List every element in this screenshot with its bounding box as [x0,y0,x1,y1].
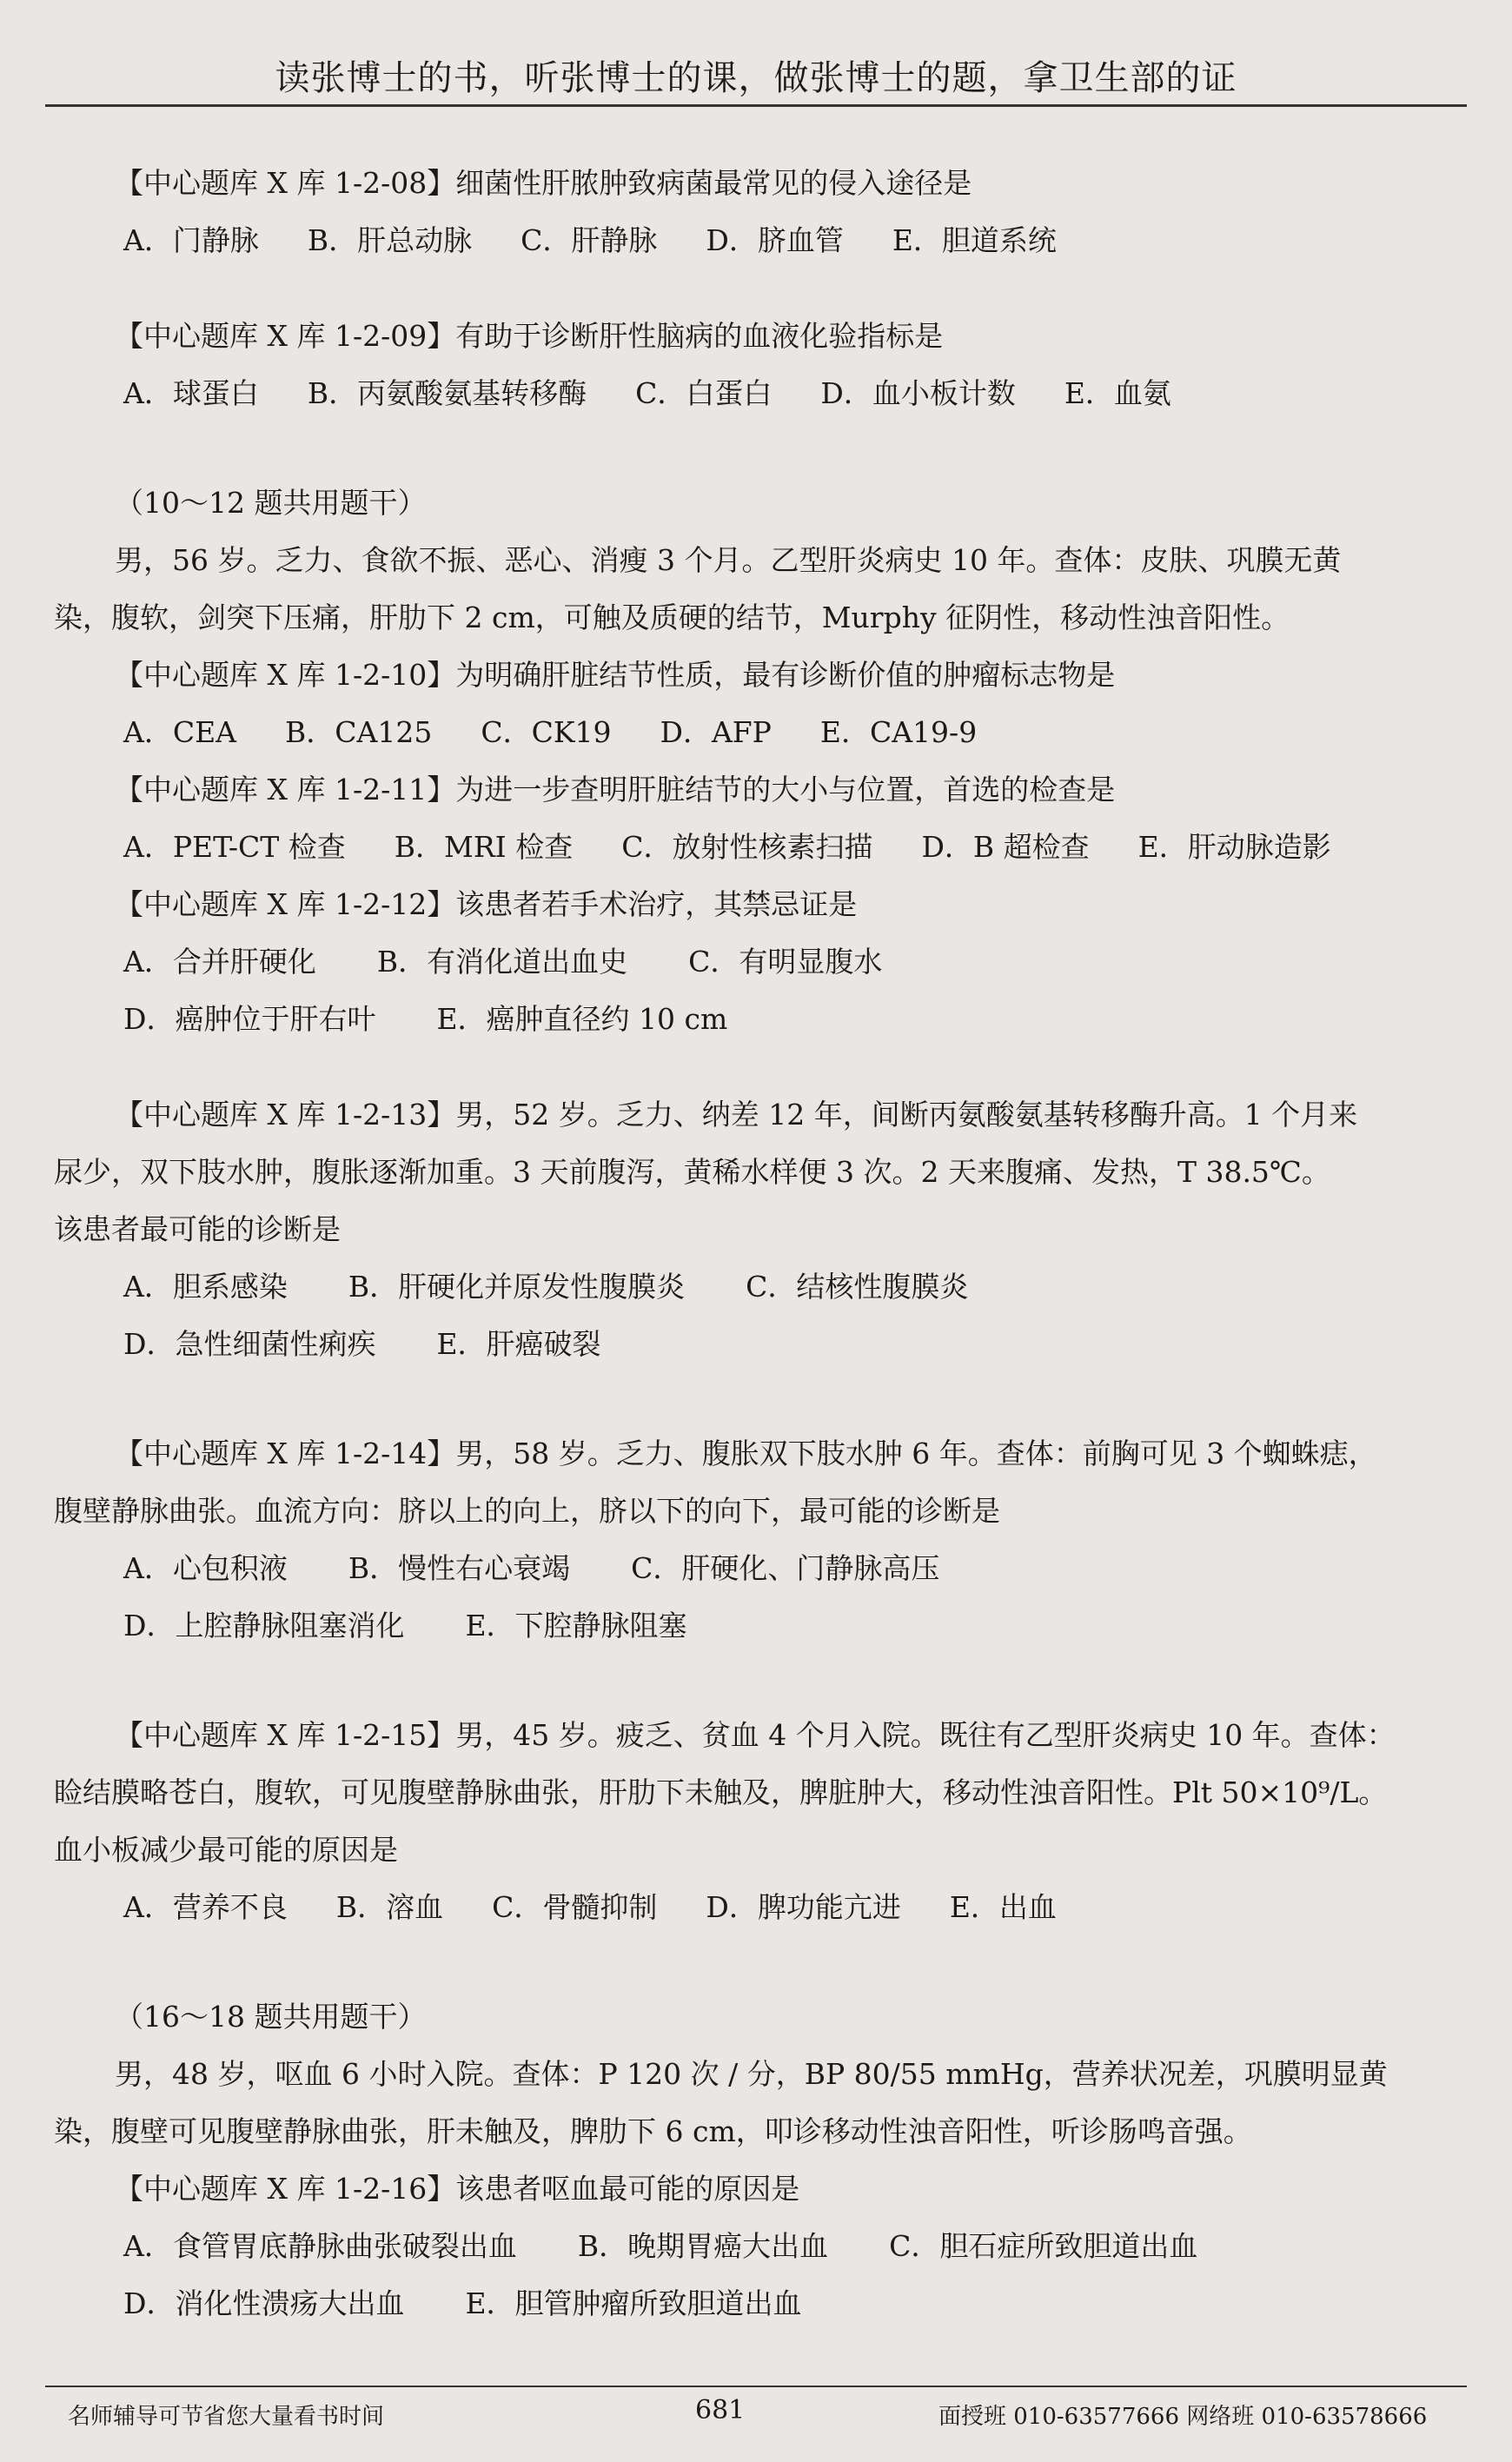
question-10-stem [54,647,1462,704]
question-tag: 【中心题库 X 库 1-2-12】 [115,887,456,921]
question-stem-text: 为进一步查明肝脏结节的大小与位置，首选的检查是 [455,773,1116,806]
option-a: A．心包积液 [123,1551,288,1585]
option-d: D．B 超检查 [921,830,1090,864]
question-stem-text: 该患者若手术治疗，其禁忌证是 [455,887,858,921]
option-b: B．CA125 [285,715,433,749]
case-10-12-heading: （10～12 题共用题干） [115,486,427,520]
question-11-stem [54,761,1462,819]
footer-slogan: 名师辅导可节省您大量看书时间 [68,2404,385,2430]
question-13-stem-line-3: 该患者最可能的诊断是 [54,1212,341,1246]
question-tag: 【中心题库 X 库 1-2-13】 [115,1098,456,1131]
case-10-12-line-2: 染，腹软，剑突下压痛，肝肋下 2 cm，可触及质硬的结节，Murphy 征阴性，移动性浊音阳性。 [54,601,1290,634]
question-16-options-row-1 [54,2218,1462,2275]
question-09-stem [54,308,1462,365]
option-c: C．结核性腹膜炎 [746,1270,969,1304]
question-12-options-row-1 [54,933,1462,991]
question-stem-text: 男，52 岁。乏力、纳差 12 年，间断丙氨酸氨基转移酶升高。1 个月来 [455,1098,1358,1131]
option-b: B．有消化道出血史 [376,945,628,979]
option-d: D．脾功能亢进 [706,1890,901,1924]
option-a: A．PET-CT 检查 [123,830,346,864]
option-c: C．骨髓抑制 [492,1890,658,1924]
question-16-options-row-2 [54,2275,1462,2333]
question-14-options-row-1 [54,1540,1462,1597]
question-13-options-row-1 [54,1258,1462,1316]
footer-contact: 面授班 010-63577666 网络班 010-63578666 [938,2404,1428,2430]
question-stem-text: 该患者呕血最可能的原因是 [455,2172,800,2206]
option-b: B．丙氨酸氨基转移酶 [307,376,587,410]
option-a: A．胆系感染 [123,1270,288,1304]
question-stem-text: 有助于诊断肝性脑病的血液化验指标是 [455,319,944,353]
question-15-options [54,1879,1462,1936]
question-13-stem-line-2: 尿少，双下肢水肿，腹胀逐渐加重。3 天前腹泻，黄稀水样便 3 次。2 天来腹痛、发热，T 38.5℃。 [54,1155,1330,1189]
option-a: A．食管胃底静脉曲张破裂出血 [123,2229,517,2263]
option-c: C．胆石症所致胆道出血 [889,2229,1198,2263]
question-10-options [54,704,1462,761]
page-number: 681 [695,2395,746,2426]
option-e: E．胆管肿瘤所致胆道出血 [465,2286,802,2320]
question-12-stem [54,876,1462,933]
option-d: D．脐血管 [706,223,844,257]
option-d: D．癌肿位于肝右叶 [123,1002,376,1036]
option-a: A．营养不良 [123,1890,288,1924]
page-header-title: 读张博士的书，听张博士的课，做张博士的题，拿卫生部的证 [275,58,1237,98]
question-tag: 【中心题库 X 库 1-2-15】 [115,1718,456,1752]
option-d: D．上腔静脉阻塞消化 [123,1609,405,1642]
question-tag: 【中心题库 X 库 1-2-08】 [115,166,456,200]
option-e: E．胆道系统 [892,223,1057,257]
question-tag: 【中心题库 X 库 1-2-11】 [115,773,456,806]
option-c: C．肝硬化、门静脉高压 [631,1551,940,1585]
option-d: D．AFP [660,715,772,749]
option-c: C．有明显腹水 [688,945,883,979]
option-b: B．MRI 检查 [394,830,574,864]
option-b: B．溶血 [335,1890,444,1924]
option-b: B．慢性右心衰竭 [348,1551,571,1585]
option-b: B．肝总动脉 [307,223,473,257]
option-e: E．血氨 [1064,376,1171,410]
option-e: E．出血 [949,1890,1057,1924]
case-16-18-line-2: 染，腹壁可见腹壁静脉曲张，肝未触及，脾肋下 6 cm，叩诊移动性浊音阳性，听诊肠鸣音强。 [54,2114,1252,2148]
question-stem-text: 细菌性肝脓肿致病菌最常见的侵入途径是 [455,166,972,200]
question-16-stem [54,2160,1462,2218]
option-c: C．放射性核素扫描 [621,830,873,864]
option-d: D．消化性溃疡大出血 [123,2286,405,2320]
header-divider [45,104,1467,107]
option-e: E．肝动脉造影 [1137,830,1331,864]
question-12-options-row-2 [54,991,1462,1048]
option-c: C．CK19 [481,715,612,749]
option-e: E．癌肿直径约 10 cm [436,1002,728,1036]
option-a: A．合并肝硬化 [123,945,316,979]
question-stem-text: 为明确肝脏结节性质，最有诊断价值的肿瘤标志物是 [455,658,1116,692]
question-08-stem [54,155,1462,212]
option-d: D．血小板计数 [820,376,1016,410]
option-b: B．肝硬化并原发性腹膜炎 [348,1270,686,1304]
question-content [54,155,1462,2333]
option-e: E．CA19-9 [819,715,978,749]
question-stem-text: 男，58 岁。乏力、腹胀双下肢水肿 6 年。查体：前胸可见 3 个蜘蛛痣， [455,1437,1377,1470]
question-tag: 【中心题库 X 库 1-2-10】 [115,658,456,692]
option-a: A．CEA [123,715,237,749]
option-a: A．门静脉 [123,223,259,257]
case-10-12-line-1: 男，56 岁。乏力、食欲不振、恶心、消瘦 3 个月。乙型肝炎病史 10 年。查体：皮肤、巩膜无黄 [115,543,1342,577]
option-e: E．下腔静脉阻塞 [465,1609,687,1642]
question-tag: 【中心题库 X 库 1-2-09】 [115,319,456,353]
option-c: C．肝静脉 [521,223,658,257]
case-16-18-heading: （16～18 题共用题干） [115,2000,427,2034]
option-a: A．球蛋白 [123,376,259,410]
question-13-options-row-2 [54,1316,1462,1373]
question-15-stem-line-3: 血小板减少最可能的原因是 [54,1833,398,1867]
case-16-18-line-1: 男，48 岁，呕血 6 小时入院。查体：P 120 次 / 分，BP 80/55 mmHg，营养状况差，巩膜明显黄 [115,2057,1388,2091]
question-11-options [54,819,1462,876]
question-15-stem-line-1 [54,1707,1462,1764]
question-tag: 【中心题库 X 库 1-2-14】 [115,1437,456,1470]
question-13-stem-line-1 [54,1086,1462,1144]
option-e: E．肝癌破裂 [436,1327,601,1361]
footer-divider [45,2386,1467,2387]
option-d: D．急性细菌性痢疾 [123,1327,376,1361]
question-14-stem-line-1 [54,1425,1462,1483]
question-09-options [54,365,1462,422]
question-15-stem-line-2: 睑结膜略苍白，腹软，可见腹壁静脉曲张，肝肋下未触及，脾脏肿大，移动性浊音阳性。Plt 50×10⁹/L。 [54,1775,1388,1809]
question-14-stem-line-2: 腹壁静脉曲张。血流方向：脐以上的向上，脐以下的向下，最可能的诊断是 [54,1494,1000,1528]
option-b: B．晚期胃癌大出血 [577,2229,829,2263]
question-14-options-row-2 [54,1597,1462,1655]
option-c: C．白蛋白 [635,376,773,410]
question-stem-text: 男，45 岁。疲乏、贫血 4 个月入院。既往有乙型肝炎病史 10 年。查体： [455,1718,1396,1752]
question-tag: 【中心题库 X 库 1-2-16】 [115,2172,456,2206]
question-08-options [54,212,1462,269]
